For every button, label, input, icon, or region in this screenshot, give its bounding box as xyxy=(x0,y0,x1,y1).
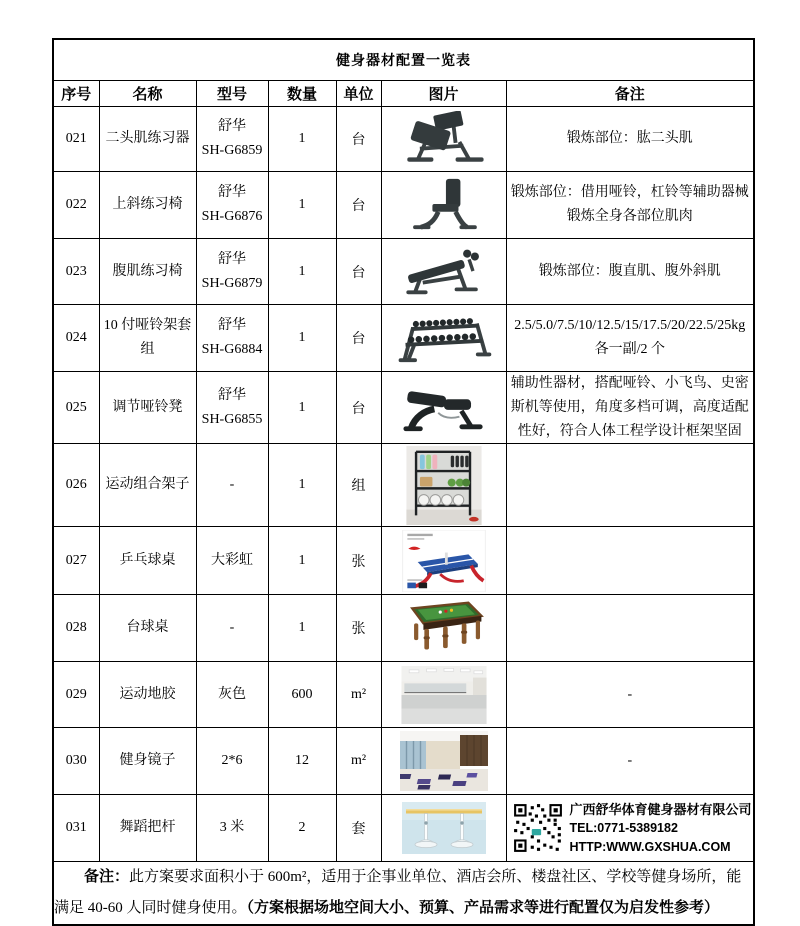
footer-row xyxy=(53,862,754,925)
item-image-cell xyxy=(381,595,506,662)
col-header-image: 图片 xyxy=(381,81,506,107)
item-model xyxy=(196,728,268,795)
table-row xyxy=(53,527,754,595)
row-id: 026 xyxy=(53,444,99,527)
item-image-cell xyxy=(381,527,506,595)
row-id: 022 xyxy=(53,172,99,239)
item-image-cell xyxy=(381,444,506,527)
equipment-config-document xyxy=(52,38,753,926)
item-name: 腹肌练习椅 xyxy=(99,239,196,305)
item-image-cell xyxy=(381,172,506,239)
item-unit: m² xyxy=(336,662,381,728)
item-image-cell xyxy=(381,728,506,795)
item-image-cell xyxy=(381,107,506,172)
model-brand: - xyxy=(229,620,235,636)
col-header-id: 序号 xyxy=(53,81,99,107)
item-unit: m² xyxy=(336,728,381,795)
qr-center-logo xyxy=(531,829,540,835)
row-id: 024 xyxy=(53,305,99,372)
item-remark xyxy=(506,595,754,662)
item-model xyxy=(196,305,268,372)
pingpong-table-photo xyxy=(400,530,488,592)
item-unit: 台 xyxy=(336,305,381,372)
item-name: 乒乓球桌 xyxy=(99,527,196,595)
item-name: 舞蹈把杆 xyxy=(99,795,196,862)
item-model xyxy=(196,795,268,862)
model-code: SH-G6855 xyxy=(201,411,263,427)
footer-bold-note: （方案根据场地空间大小、预算、产品需求等进行配置仅为启发性参考） xyxy=(246,900,720,917)
item-image-cell xyxy=(381,372,506,444)
item-remark: 2.5/5.0/7.5/10/12.5/15/17.5/20/22.5/25kg 各一副/2 个 xyxy=(506,305,754,372)
row-id: 030 xyxy=(53,728,99,795)
model-brand: 3 米 xyxy=(219,820,245,836)
model-brand: 灰色 xyxy=(218,686,246,702)
item-name: 上斜练习椅 xyxy=(99,172,196,239)
company-name: 广西舒华体育健身器材有限公司 xyxy=(569,801,752,817)
table-row xyxy=(53,795,754,862)
model-brand: - xyxy=(229,477,235,493)
item-qty: 1 xyxy=(268,107,336,172)
item-unit: 台 xyxy=(336,372,381,444)
item-qty: 1 xyxy=(268,305,336,372)
item-unit: 台 xyxy=(336,239,381,305)
table-row xyxy=(53,239,754,305)
col-header-qty: 数量 xyxy=(268,81,336,107)
abdominal-bench-image xyxy=(398,244,490,300)
model-brand: 舒华 xyxy=(218,251,246,267)
page-title: 健身器材配置一览表 xyxy=(53,39,754,81)
item-remark: - xyxy=(506,728,754,795)
model-code: SH-G6884 xyxy=(201,342,263,357)
model-brand: 舒华 xyxy=(218,387,246,403)
item-unit: 张 xyxy=(336,527,381,595)
item-model xyxy=(196,107,268,172)
col-header-unit: 单位 xyxy=(336,81,381,107)
model-brand: 2*6 xyxy=(221,753,243,769)
item-name: 健身镜子 xyxy=(99,728,196,795)
item-name: 运动地胶 xyxy=(99,662,196,728)
item-qty: 1 xyxy=(268,172,336,239)
company-block xyxy=(507,798,754,859)
table-row xyxy=(53,595,754,662)
item-qty: 1 xyxy=(268,527,336,595)
item-model xyxy=(196,172,268,239)
model-brand: 舒华 xyxy=(218,185,246,201)
item-name: 10 付哑铃架套组 xyxy=(99,305,196,372)
company-text xyxy=(570,800,752,857)
item-model xyxy=(196,444,268,527)
item-qty: 1 xyxy=(268,372,336,444)
item-remark: 辅助性器材，搭配哑铃、小飞鸟、史密斯机等使用，角度多档可调，高度适配性好，符合人体工程学设计框架坚固 xyxy=(506,372,754,444)
item-name: 台球桌 xyxy=(99,595,196,662)
model-code: SH-G6876 xyxy=(201,209,263,224)
footer-note xyxy=(53,862,754,925)
incline-exercise-chair-image xyxy=(398,177,490,233)
item-qty: 1 xyxy=(268,444,336,527)
item-remark: 锻炼部位：肱二头肌 xyxy=(506,107,754,172)
item-name: 运动组合架子 xyxy=(99,444,196,527)
row-id: 028 xyxy=(53,595,99,662)
item-unit: 张 xyxy=(336,595,381,662)
item-unit: 组 xyxy=(336,444,381,527)
billiard-table-photo xyxy=(400,599,488,657)
item-remark: 锻炼部位：借用哑铃，杠铃等辅助器械锻炼全身各部位肌肉 xyxy=(506,172,754,239)
item-remark xyxy=(506,527,754,595)
item-remark xyxy=(506,444,754,527)
item-model xyxy=(196,239,268,305)
footer-paragraph xyxy=(54,862,753,924)
table-row xyxy=(53,728,754,795)
footer-text: 此方案要求面积小于 600m²，适用于企事业单位、酒店会所、楼盘社区、学校等健身场所，能满足 40-60 人同时健身使用。 xyxy=(54,869,742,917)
company-tel: TEL:0771-5389182 xyxy=(569,821,678,836)
item-name: 二头肌练习器 xyxy=(99,107,196,172)
fitness-mirror-room-photo xyxy=(400,731,488,791)
adjustable-dumbbell-bench-image xyxy=(398,380,490,436)
item-qty: 12 xyxy=(268,728,336,795)
item-remark: - xyxy=(506,662,754,728)
col-header-model: 型号 xyxy=(196,81,268,107)
item-model xyxy=(196,662,268,728)
item-image-cell xyxy=(381,795,506,862)
ballet-barre-photo xyxy=(402,801,486,855)
model-code: SH-G6859 xyxy=(201,143,263,158)
table-row xyxy=(53,305,754,372)
col-header-remark: 备注 xyxy=(506,81,754,107)
table-row xyxy=(53,107,754,172)
header-row xyxy=(53,81,754,107)
equipment-table xyxy=(52,38,755,926)
row-id: 025 xyxy=(53,372,99,444)
item-unit: 台 xyxy=(336,172,381,239)
item-model xyxy=(196,372,268,444)
table-row xyxy=(53,662,754,728)
company-info-cell xyxy=(506,795,754,862)
row-id: 023 xyxy=(53,239,99,305)
item-qty: 1 xyxy=(268,595,336,662)
table-row xyxy=(53,372,754,444)
item-image-cell xyxy=(381,239,506,305)
item-model xyxy=(196,527,268,595)
model-brand: 舒华 xyxy=(218,318,246,334)
item-qty: 2 xyxy=(268,795,336,862)
row-id: 029 xyxy=(53,662,99,728)
dumbbell-rack-image xyxy=(394,310,494,366)
company-url: HTTP:WWW.GXSHUA.COM xyxy=(569,840,731,855)
model-brand: 大彩虹 xyxy=(211,552,253,568)
item-name: 调节哑铃凳 xyxy=(99,372,196,444)
table-row xyxy=(53,444,754,527)
row-id: 027 xyxy=(53,527,99,595)
row-id: 031 xyxy=(53,795,99,862)
qr-code xyxy=(512,802,564,854)
item-qty: 1 xyxy=(268,239,336,305)
title-row xyxy=(53,39,754,81)
gym-flooring-photo xyxy=(400,666,488,724)
sports-storage-rack-photo xyxy=(405,446,483,525)
item-image-cell xyxy=(381,662,506,728)
model-code: SH-G6879 xyxy=(201,275,263,291)
footer-label: 备注： xyxy=(84,869,130,886)
item-remark: 锻炼部位：腹直肌、腹外斜肌 xyxy=(506,239,754,305)
item-qty: 600 xyxy=(268,662,336,728)
item-image-cell xyxy=(381,305,506,372)
table-row xyxy=(53,172,754,239)
model-brand: 舒华 xyxy=(218,119,246,135)
item-model xyxy=(196,595,268,662)
item-unit: 台 xyxy=(336,107,381,172)
col-header-name: 名称 xyxy=(99,81,196,107)
preacher-curl-bench-image xyxy=(398,111,490,167)
item-unit: 套 xyxy=(336,795,381,862)
row-id: 021 xyxy=(53,107,99,172)
